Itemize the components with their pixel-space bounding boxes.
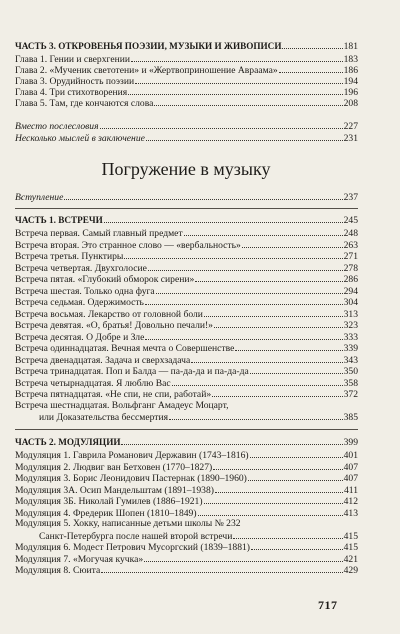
entry-title: Модуляция 3Б. Николай Гумилев (1886–1921) [15,496,203,507]
leader-dots [251,541,343,550]
part-title: ЧАСТЬ 2. МОДУЛЯЦИИ [15,437,121,447]
toc-entry[interactable] [15,377,358,389]
leader-dots [101,564,342,573]
entry-title: Встреча третья. Пунктиры [15,251,124,262]
entry-title: Модуляция 1. Гаврила Романович Державин (1743–1816) [15,450,249,461]
leader-dots [64,191,342,200]
page-ref: 429 [343,565,358,576]
leader-dots [212,388,342,397]
page-ref: 412 [343,496,358,507]
leader-dots [135,75,343,84]
page-ref: 237 [343,192,358,203]
toc-entry[interactable] [15,472,358,484]
toc-entry[interactable] [15,97,358,109]
leader-dots [242,239,343,248]
entry-title: Встреча восьмая. Лекарство от головной боли [15,308,203,320]
page-ref: 350 [343,366,358,377]
toc-entry[interactable] [15,239,358,251]
page-ref: 407 [343,473,358,484]
page-ref: 358 [343,377,358,389]
toc-entry[interactable] [15,553,358,565]
leader-dots [184,227,343,236]
leader-dots [279,64,343,73]
page-ref: 372 [343,389,358,400]
entry-title: Встреча седьмая. Одержимость [15,297,144,308]
leader-dots [233,530,342,539]
leader-dots [146,132,343,141]
leader-dots [204,308,343,317]
leader-dots [128,86,342,95]
page-ref: 407 [343,461,358,473]
entry-title: Глава 3. Орудийность поэзии [15,76,135,87]
toc-part-2[interactable] [15,436,358,448]
entry-title: Санкт-Петербурга после нашей второй встречи [39,530,233,542]
entry-title: Несколько мыслей в заключение [15,133,145,144]
toc-entry[interactable] [15,273,358,285]
page-ref: 271 [343,251,358,262]
page-number: 717 [318,598,338,612]
page-ref: 196 [343,87,358,98]
toc-entry[interactable] [15,285,358,297]
toc-entry-afterword[interactable] [15,120,358,132]
entry-title: Модуляция 3А. Осип Мандельштам (1891–1938) [15,484,214,496]
toc-entry[interactable] [15,365,358,377]
toc-part-1[interactable] [15,214,358,226]
page-ref: 183 [343,54,358,65]
toc-entry[interactable] [15,354,358,366]
divider-rule [15,429,358,430]
page-ref: 411 [343,484,358,496]
toc-entry[interactable] [15,250,358,262]
toc-entry[interactable] [15,296,358,308]
page-ref: 415 [343,542,358,553]
toc-entry-line1[interactable]: Модуляция 5. Хокку, написанные детьми школы № 232 [15,518,241,529]
entry-title: Встреча пятая. «Глубокий обморок сирени» [15,274,195,285]
toc-entry[interactable] [15,388,358,400]
entry-title: Модуляция 4. Фредерик Шопен (1810–1849) [15,507,197,519]
page-ref: 415 [343,530,358,542]
toc-entry[interactable] [15,507,358,519]
page-ref: 343 [343,354,358,366]
page-ref: 248 [343,228,358,239]
leader-dots [213,461,342,470]
toc-entry[interactable] [15,495,358,507]
leader-dots [250,365,343,374]
entry-title: Глава 4. Три стихотворения [15,87,128,98]
section-heading: Погружение в музыку [101,159,271,179]
page-ref: 245 [343,215,358,226]
leader-dots [145,296,343,305]
page-ref: 194 [343,76,358,87]
leader-dots [148,262,343,271]
page-ref: 323 [343,320,358,331]
toc-entry[interactable] [15,319,358,331]
page-ref: 385 [343,412,358,423]
toc-entry-line1[interactable]: Встреча шестнадцатая. Вольфганг Амадеус Моцарт, [15,399,229,411]
leader-dots [104,214,343,223]
toc-entry[interactable] [15,541,358,553]
page-ref: 339 [343,343,358,354]
toc-entry[interactable] [15,227,358,239]
entry-title: Глава 5. Там, где кончаются слова [15,98,154,109]
page-ref: 231 [343,133,358,144]
page-ref: 227 [343,121,358,132]
page-ref: 313 [343,308,358,320]
toc-entry-line2[interactable] [15,411,358,423]
entry-title: Модуляция 7. «Могучая кучка» [15,553,144,565]
entry-title: Встреча шестая. Только одна фуга [15,285,155,297]
leader-dots [144,553,342,562]
entry-title: Модуляция 2. Людвиг ван Бетховен (1770–1827) [15,461,213,473]
toc-entry[interactable] [15,262,358,274]
leader-dots [198,507,343,516]
leader-dots [172,377,343,386]
page-ref: 421 [343,553,358,565]
entry-title: Встреча вторая. Это странное слово — «вербальность» [15,239,241,251]
entry-title: Модуляция 8. Сюита [15,565,101,576]
entry-title: Встреча первая. Самый главный предмет [15,228,183,239]
page-ref: 278 [343,262,358,274]
page-ref: 186 [343,65,358,76]
page-ref: 181 [343,41,358,52]
toc-entry[interactable] [15,484,358,496]
entry-title: Вступление [15,192,64,203]
leader-dots [121,436,342,445]
entry-title: Встреча двенадцатая. Задача и сверхзадача [15,354,191,366]
toc-entry[interactable] [15,308,358,320]
leader-dots [131,53,343,62]
divider-rule [15,208,358,209]
leader-dots [235,342,342,351]
entry-title: Встреча четвертая. Двухголосие [15,262,147,274]
entry-title: Встреча тринадцатая. Поп и Балда — па-да-да и па-да-да [15,366,249,377]
leader-dots [248,472,343,481]
leader-dots [100,120,343,129]
leader-dots [145,331,342,340]
leader-dots [195,273,342,282]
page-ref: 333 [343,331,358,343]
toc-entry[interactable] [15,449,358,461]
toc-entry[interactable] [15,461,358,473]
entry-title: Встреча десятая. О Добре и Зле [15,331,145,343]
page-ref: 399 [343,437,358,448]
part-title: ЧАСТЬ 3. ОТКРОВЕНЬЯ ПОЭЗИИ, МУЗЫКИ И ЖИВОПИСИ [15,41,282,51]
entry-title: Встреча девятая. «О, братья! Довольно печали!» [15,320,213,331]
toc-entry[interactable] [15,564,358,576]
page-ref: 208 [343,98,358,109]
page-ref: 413 [343,507,358,519]
toc-entry[interactable] [15,331,358,343]
leader-dots [156,285,343,294]
leader-dots [282,40,342,49]
leader-dots [250,449,343,458]
leader-dots [214,319,343,328]
entry-title: или Доказательства бессмертия [39,412,168,423]
entry-title: Встреча одиннадцатая. Вечная мечта о Совершенстве [15,343,235,354]
page-ref: 401 [343,450,358,461]
leader-dots [154,97,342,106]
page-ref: 294 [343,285,358,297]
page-ref: 286 [343,274,358,285]
entry-title: Встреча четырнадцатая. Я люблю Вас [15,377,171,389]
leader-dots [191,354,342,363]
entry-title: Модуляция 6. Модест Петрович Мусоргский (1839–1881) [15,542,250,553]
entry-title: Встреча пятнадцатая. «Не спи, не спи, работай» [15,389,212,400]
leader-dots [124,250,342,259]
toc-part-3[interactable] [15,40,358,52]
entry-title: Модуляция 3. Борис Леонидович Пастернак (1890–1960) [15,473,247,484]
page-ref: 304 [343,297,358,308]
toc-entry-intro[interactable] [15,191,358,203]
leader-dots [215,484,343,493]
page-ref: 263 [343,239,358,251]
entry-title: Глава 2. «Мученик светотени» и «Жертвоприношение Авраама» [15,65,278,76]
toc-entry-conclusion[interactable] [15,132,358,144]
leader-dots [169,411,343,420]
leader-dots [204,495,343,504]
part-title: ЧАСТЬ 1. ВСТРЕЧИ [15,215,103,225]
entry-title: Глава 1. Гении и сверхгении [15,54,130,65]
entry-title: Вместо послесловия [15,121,99,132]
toc-entry-line2[interactable] [15,530,358,542]
toc-entry[interactable] [15,342,358,354]
